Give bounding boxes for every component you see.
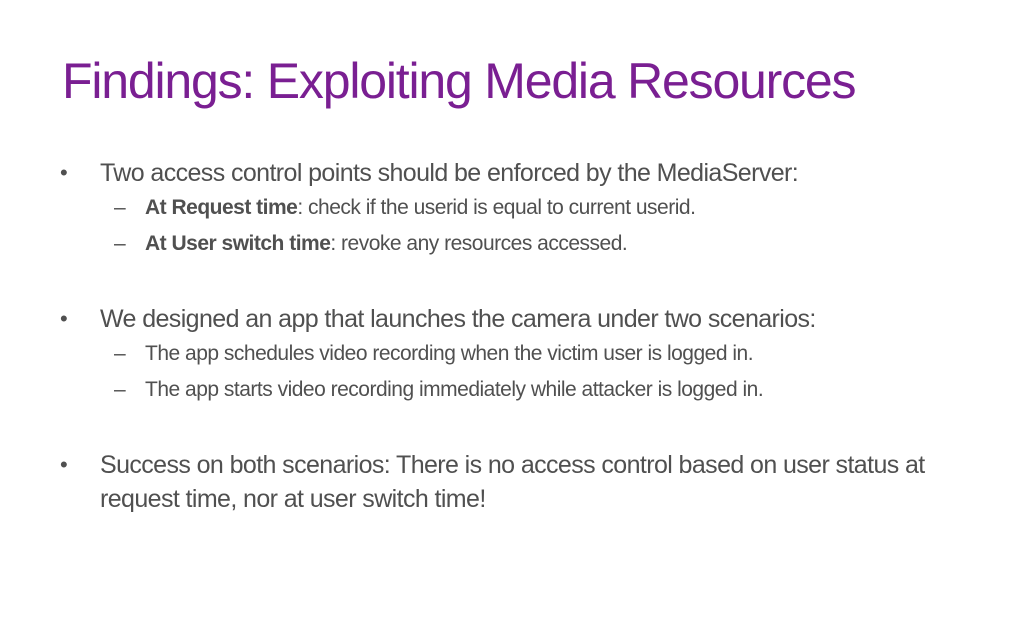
bullet-item [58,302,978,336]
bullet-item [58,156,978,190]
sub-bullet-marker: – [114,232,126,255]
bullet-marker: • [60,452,68,477]
sub-bullet-text: : check if the userid is equal to current userid. [297,196,696,219]
sub-bullet-strong: At Request time [145,196,298,219]
sub-bullet-item [58,190,978,226]
bullet-text: Success on both scenarios: There is no access control based on user status at request time, nor at user switch time! [100,451,925,513]
bullet-marker: • [60,160,68,185]
bullet-item [58,448,978,516]
sub-bullet-marker: – [114,378,126,401]
sub-bullet-text: : revoke any resources accessed. [330,232,628,255]
sub-bullet-text: The app starts video recording immediately while attacker is logged in. [145,378,764,401]
sub-bullet-marker: – [114,196,126,219]
bullet-list [58,156,978,516]
slide-title: Findings: Exploiting Media Resources [62,53,856,109]
bullet-group-2 [58,302,978,408]
sub-bullet-item [58,226,978,262]
sub-bullet-text: The app schedules video recording when the victim user is logged in. [145,342,754,365]
bullet-marker: • [60,306,68,331]
bullet-group-3 [58,448,978,516]
sub-bullet-marker: – [114,342,126,365]
bullet-group-1 [58,156,978,262]
bullet-text: Two access control points should be enforced by the MediaServer: [100,159,799,187]
sub-bullet-item [58,336,978,372]
sub-bullet-item [58,372,978,408]
sub-bullet-strong: At User switch time [145,232,331,255]
bullet-text: We designed an app that launches the camera under two scenarios: [100,305,816,333]
